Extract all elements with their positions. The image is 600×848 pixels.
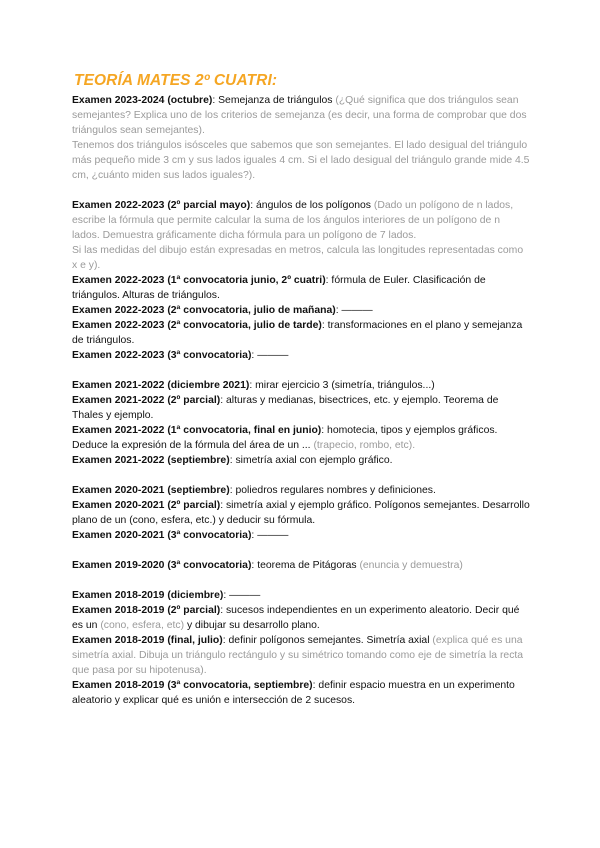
exam-topic: : homotecia, tipos y ejemplos gráficos. Deduce la expresión de la fórmula del área de un ... (72, 425, 498, 451)
exam-entry (72, 633, 530, 678)
exam-entry (72, 603, 530, 633)
exam-group (72, 483, 530, 543)
exam-entry (72, 678, 530, 708)
exam-label: Examen 2022-2023 (2ª convocatoria, julio de tarde) (72, 320, 322, 331)
exam-label: Examen 2020-2021 (septiembre) (72, 485, 230, 496)
exam-group (72, 198, 530, 363)
exam-group (72, 93, 530, 183)
exam-label: Examen 2022-2023 (3ª convocatoria) (72, 350, 252, 361)
exam-group (72, 558, 530, 573)
exam-label: Examen 2023-2024 (octubre) (72, 95, 213, 106)
exam-label: Examen 2020-2021 (3ª convocatoria) (72, 530, 252, 541)
exam-entry (72, 198, 530, 273)
exam-detail-note: Tenemos dos triángulos isósceles que sabemos que son semejantes. El lado desigual del triángulo más pequeño mide 3 cm y sus lados iguales 4 cm. Si el lado desigual del triángulo grande mide 4.5 cm, ¿cuánto miden sus lados iguales?). (72, 140, 530, 181)
exam-label: Examen 2022-2023 (2ª convocatoria, julio de mañana) (72, 305, 336, 316)
exam-entry (72, 483, 530, 498)
exam-topic: : simetría axial y ejemplo gráfico. Polígonos semejantes. Desarrollo plano de un (cono, esfera, etc.) y deducir su fórmula. (72, 500, 530, 526)
exam-topic: : ——— (335, 305, 373, 316)
exam-label: Examen 2021-2022 (septiembre) (72, 455, 230, 466)
document-body (72, 93, 530, 708)
exam-entry (72, 453, 530, 468)
exam-entry (72, 93, 530, 183)
section-spacer (72, 543, 530, 558)
exam-entry (72, 393, 530, 423)
exam-detail-note: (¿Qué significa que dos triángulos sean semejantes? Explica uno de los criterios de semejanza (es decir, una forma de comprobar que dos triángulos sean semejantes). (72, 95, 527, 136)
exam-label: Examen 2021-2022 (2º parcial) (72, 395, 221, 406)
exam-entry (72, 588, 530, 603)
exam-entry (72, 423, 530, 453)
exam-group (72, 378, 530, 468)
exam-topic: : definir espacio muestra en un experimento aleatorio y explicar qué es unión e intersección de 2 sucesos. (72, 680, 515, 706)
exam-label: Examen 2018-2019 (final, julio) (72, 635, 223, 646)
exam-detail-note: (trapecio, rombo, etc). (313, 440, 416, 451)
exam-topic: : simetría axial con ejemplo gráfico. (229, 455, 393, 466)
exam-topic: : alturas y medianas, bisectrices, etc. y ejemplo. Teorema de Thales y ejemplo. (72, 395, 499, 421)
exam-label: Examen 2018-2019 (2º parcial) (72, 605, 221, 616)
exam-topic: : fórmula de Euler. Clasificación de triángulos. Alturas de triángulos. (72, 275, 486, 301)
exam-entry (72, 318, 530, 348)
exam-detail-note: Si las medidas del dibujo están expresadas en metros, calcula las longitudes representadas como x e y). (72, 245, 524, 271)
exam-detail-note: (Dado un polígono de n lados, escribe la fórmula que permite calcular la suma de los ángulos interiores de un polígono de n lados. Demuestra gráficamente dicha fórmula para un polígono de 7 lados. (72, 200, 514, 241)
exam-topic: : mirar ejercicio 3 (simetría, triángulos...) (249, 380, 435, 391)
exam-detail-note: (enuncia y demuestra) (359, 560, 463, 571)
section-spacer (72, 573, 530, 588)
section-spacer (72, 183, 530, 198)
exam-topic: : ángulos de los polígonos (250, 200, 374, 211)
exam-detail-note: (explica qué es una simetría axial. Dibuja un triángulo rectángulo y su simétrico tomando como eje de simetría la recta que pasa por su hipotenusa). (72, 635, 524, 676)
exam-entry (72, 378, 530, 393)
exam-topic: : sucesos independientes en un experimento aleatorio. Decir qué es un (72, 605, 520, 631)
exam-label: Examen 2018-2019 (diciembre) (72, 590, 224, 601)
exam-detail-note: (cono, esfera, etc) (100, 620, 185, 631)
exam-entry (72, 273, 530, 303)
exam-entry (72, 528, 530, 543)
exam-topic: : ——— (251, 350, 289, 361)
exam-label: Examen 2021-2022 (diciembre 2021) (72, 380, 250, 391)
exam-entry (72, 348, 530, 363)
exam-label: Examen 2022-2023 (2º parcial mayo) (72, 200, 251, 211)
section-spacer (72, 363, 530, 378)
exam-topic: y dibujar su desarrollo plano. (184, 620, 320, 631)
exam-label: Examen 2021-2022 (1ª convocatoria, final en junio) (72, 425, 322, 436)
exam-topic: : Semejanza de triángulos (212, 95, 336, 106)
exam-topic: : ——— (251, 530, 289, 541)
exam-group (72, 588, 530, 708)
exam-topic: : ——— (223, 590, 261, 601)
exam-topic: : poliedros regulares nombres y definiciones. (229, 485, 436, 496)
exam-topic: : teorema de Pitágoras (251, 560, 360, 571)
exam-label: Examen 2019-2020 (3ª convocatoria) (72, 560, 252, 571)
exam-topic: : definir polígonos semejantes. Simetría axial (222, 635, 433, 646)
exam-label: Examen 2020-2021 (2º parcial) (72, 500, 221, 511)
exam-entry (72, 558, 530, 573)
exam-label: Examen 2018-2019 (3ª convocatoria, septiembre) (72, 680, 313, 691)
document-title: TEORÍA MATES 2º CUATRI: (74, 72, 278, 89)
exam-label: Examen 2022-2023 (1ª convocatoria junio, 2º cuatri) (72, 275, 326, 286)
section-spacer (72, 468, 530, 483)
exam-entry (72, 498, 530, 528)
exam-topic: : transformaciones en el plano y semejanza de triángulos. (72, 320, 523, 346)
exam-entry (72, 303, 530, 318)
